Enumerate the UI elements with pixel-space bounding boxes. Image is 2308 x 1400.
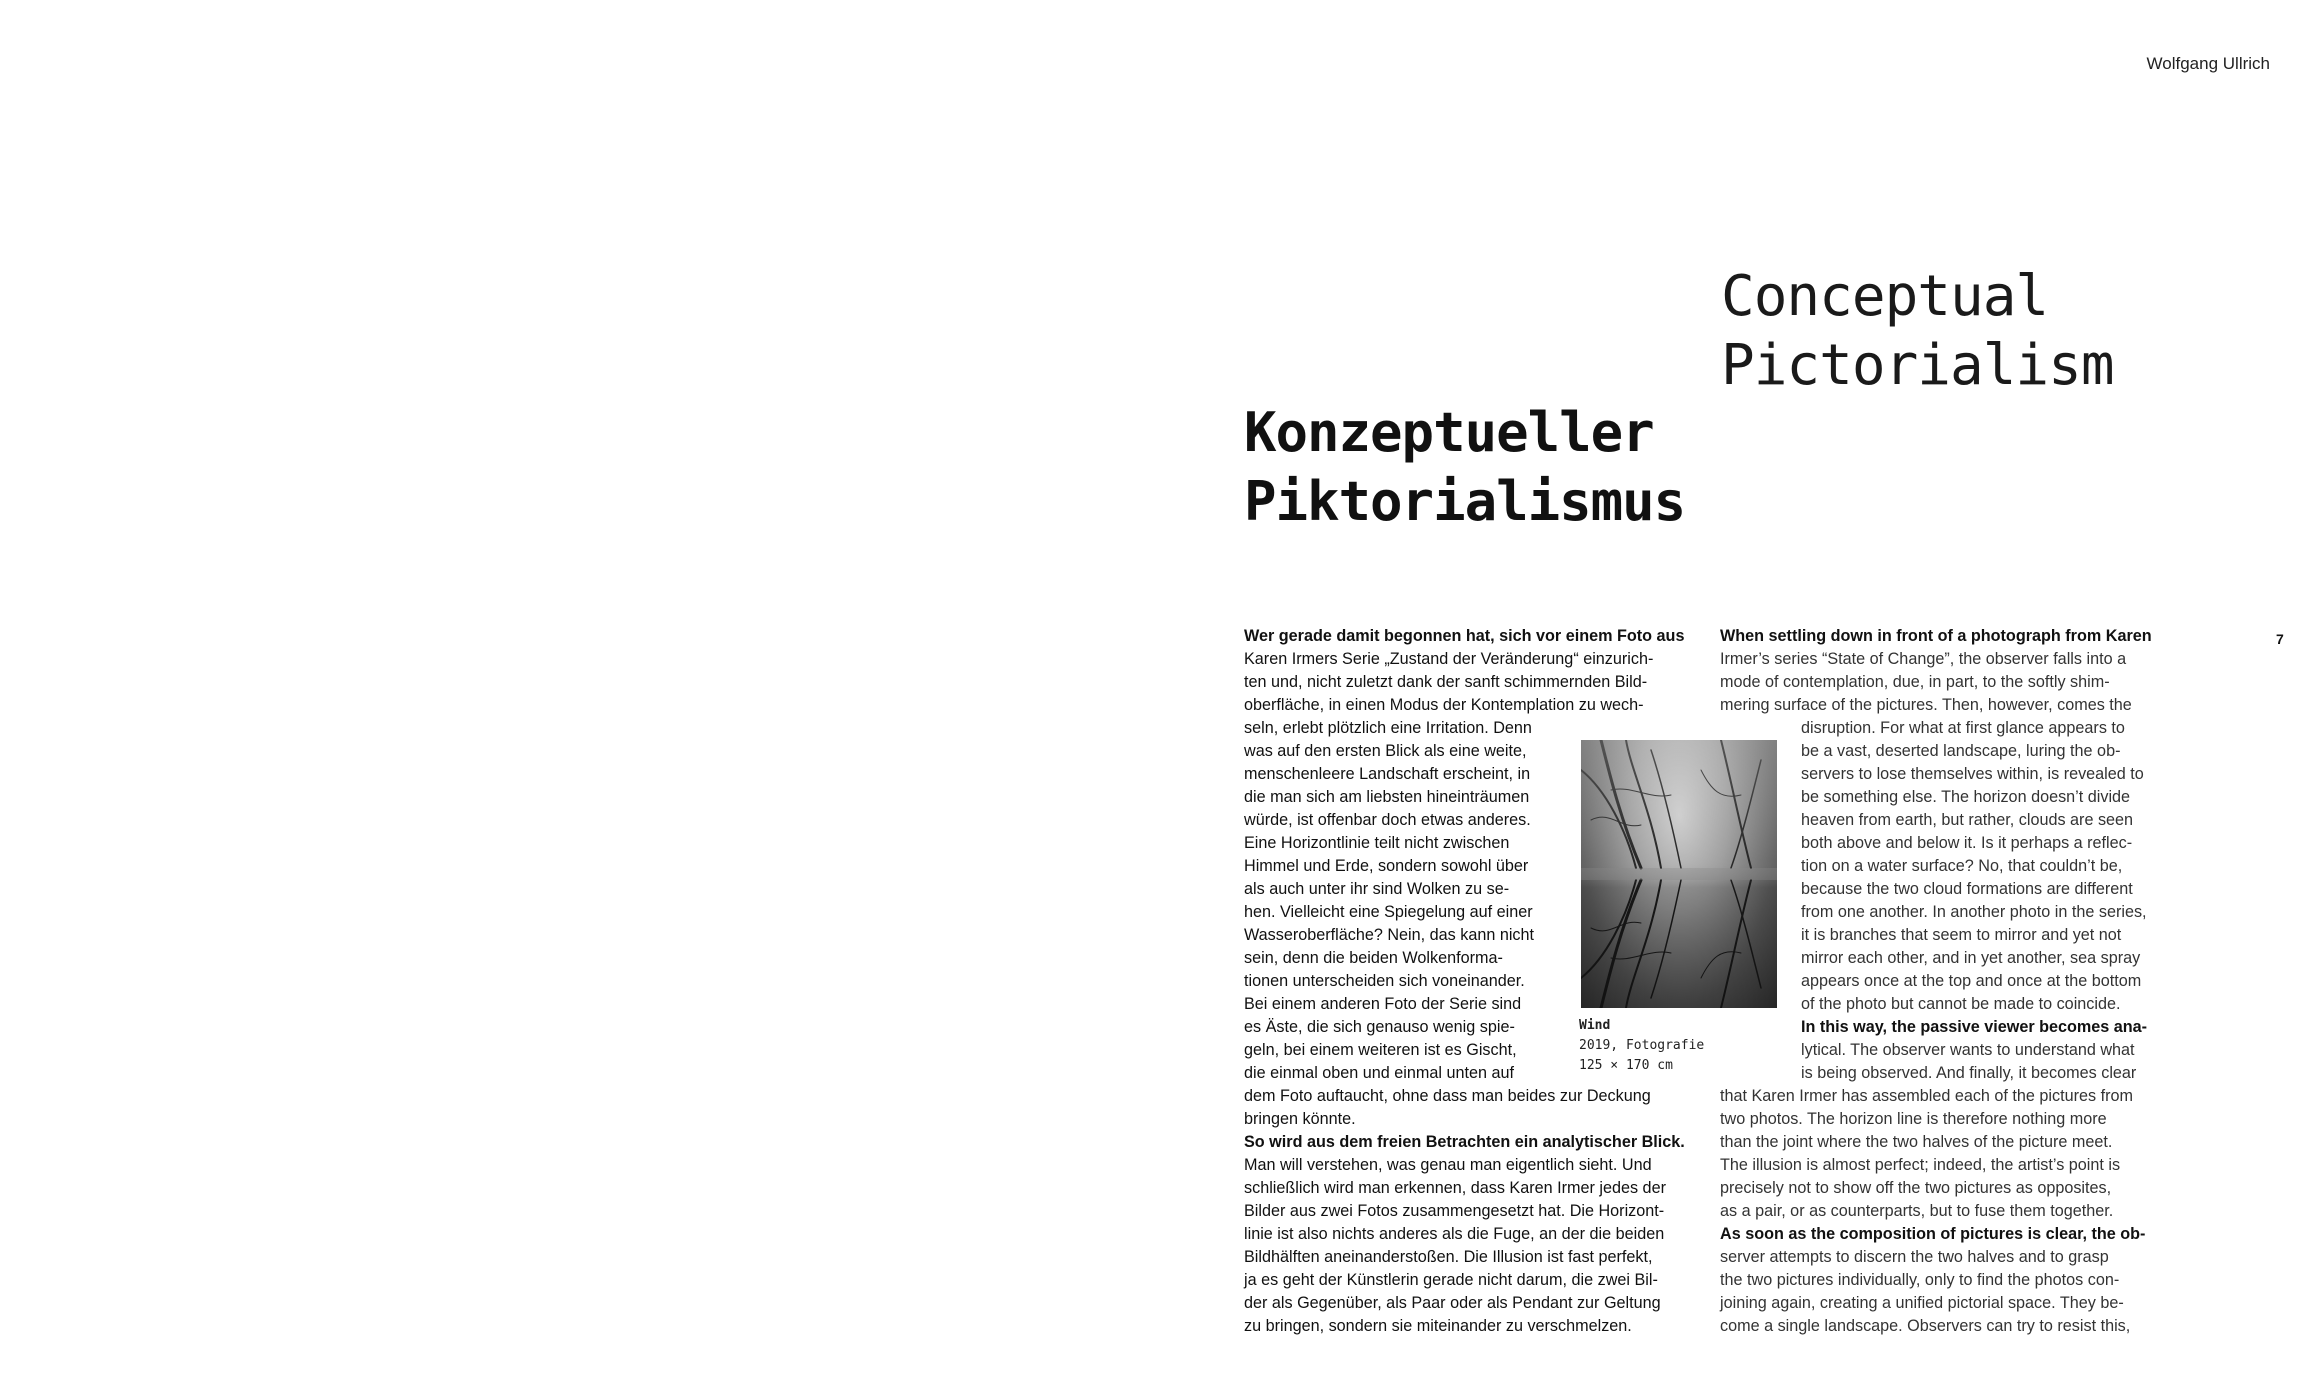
text-line: sein, denn die beiden Wolkenforma- (1244, 949, 1503, 967)
text-line: from one another. In another photo in the series, (1801, 903, 2147, 921)
text-line: heaven from earth, but rather, clouds are seen (1801, 811, 2134, 829)
text-line: the two pictures individually, only to find the photos con- (1720, 1271, 2120, 1289)
text-line: The illusion is almost perfect; indeed, the artist’s point is (1720, 1156, 2121, 1174)
caption-dimensions: 125 × 170 cm (1579, 1058, 1673, 1073)
english-title-line: Pictorialism (1721, 333, 2114, 398)
caption-title: Wind (1579, 1018, 1611, 1033)
german-title (1244, 398, 1685, 536)
text-line: linie ist also nichts anderes als die Fuge, an der die beiden (1244, 1225, 1665, 1243)
text-line: die einmal oben und einmal unten auf (1244, 1064, 1514, 1082)
text-line: Bei einem anderen Foto der Serie sind (1244, 995, 1522, 1013)
page-number: 7 (2276, 631, 2284, 647)
text-line: be something else. The horizon doesn’t divide (1801, 788, 2131, 806)
text-line: dem Foto auftaucht, ohne dass man beides zur Deckung (1244, 1087, 1651, 1105)
text-line: Bilder aus zwei Fotos zusammengesetzt hat. Die Horizont- (1244, 1202, 1665, 1220)
english-title-line: Conceptual (1721, 264, 2049, 329)
text-line: server attempts to discern the two halves and to grasp (1720, 1248, 2109, 1266)
text-line: bringen könnte. (1244, 1110, 1356, 1128)
photo-caption (1579, 1016, 1704, 1076)
text-line: So wird aus dem freien Betrachten ein analytischer Blick. (1244, 1133, 1685, 1151)
text-line: tionen unterscheiden sich voneinander. (1244, 972, 1525, 990)
text-line: as a pair, or as counterparts, but to fuse them together. (1720, 1202, 2114, 1220)
text-line: Eine Horizontlinie teilt nicht zwischen (1244, 834, 1510, 852)
german-title-line: Konzeptueller (1244, 401, 1654, 464)
text-line: hen. Vielleicht eine Spiegelung auf einer (1244, 903, 1533, 921)
text-line: come a single landscape. Observers can try to resist this, (1720, 1317, 2131, 1335)
text-line: oberfläche, in einen Modus der Kontemplation zu wech- (1244, 696, 1644, 714)
text-line: zu bringen, sondern sie miteinander zu verschmelzen. (1244, 1317, 1632, 1335)
text-line: menschenleere Landschaft erscheint, in (1244, 765, 1531, 783)
author-name: Wolfgang Ullrich (2146, 54, 2270, 73)
text-line: servers to lose themselves within, is revealed to (1801, 765, 2144, 783)
text-line: both above and below it. Is it perhaps a reflec- (1801, 834, 2133, 852)
german-title-line: Piktorialismus (1244, 470, 1686, 533)
text-line: When settling down in front of a photograph from Karen (1720, 627, 2152, 645)
text-line: ten und, nicht zuletzt dank der sanft schimmernden Bild- (1244, 673, 1648, 691)
text-line: seln, erlebt plötzlich eine Irritation. Denn (1244, 719, 1532, 737)
text-line: appears once at the top and once at the bottom (1801, 972, 2142, 990)
text-line: be a vast, deserted landscape, luring the ob- (1801, 742, 2121, 760)
text-line: As soon as the composition of pictures is clear, the ob- (1720, 1225, 2146, 1243)
text-line: it is branches that seem to mirror and yet not (1801, 926, 2122, 944)
text-line: geln, bei einem weiteren ist es Gischt, (1244, 1041, 1517, 1059)
caption-year-medium: 2019, Fotografie (1579, 1038, 1705, 1053)
text-line: Wasseroberfläche? Nein, das kann nicht (1244, 926, 1535, 944)
text-line: mirror each other, and in yet another, sea spray (1801, 949, 2141, 967)
text-line: schließlich wird man erkennen, dass Karen Irmer jedes der (1244, 1179, 1666, 1197)
text-line: Bildhälften aneinanderstoßen. Die Illusion ist fast perfekt, (1244, 1248, 1653, 1266)
tree-reflection-image (1581, 740, 1777, 1008)
text-line: In this way, the passive viewer becomes ana- (1801, 1018, 2148, 1036)
text-line: Wer gerade damit begonnen hat, sich vor einem Foto aus (1244, 627, 1685, 645)
english-text-column (1720, 625, 2176, 1338)
text-line: than the joint where the two halves of the picture meet. (1720, 1133, 2113, 1151)
text-line: als auch unter ihr sind Wolken zu se- (1244, 880, 1510, 898)
text-line: ja es geht der Künstlerin gerade nicht darum, die zwei Bil- (1244, 1271, 1658, 1289)
text-line: mode of contemplation, due, in part, to the softly shim- (1720, 673, 2110, 691)
text-line: mering surface of the pictures. Then, however, comes the (1720, 696, 2132, 714)
text-line: der als Gegenüber, als Paar oder als Pendant zur Geltung (1244, 1294, 1661, 1312)
text-line: two photos. The horizon line is therefore nothing more (1720, 1110, 2107, 1128)
text-line: was auf den ersten Blick als eine weite, (1244, 742, 1527, 760)
text-line: lytical. The observer wants to understand what (1801, 1041, 2135, 1059)
text-line: that Karen Irmer has assembled each of the pictures from (1720, 1087, 2133, 1105)
text-line: joining again, creating a unified pictorial space. They be- (1720, 1294, 2124, 1312)
text-line: disruption. For what at first glance appears to (1801, 719, 2125, 737)
text-line: würde, ist offenbar doch etwas anderes. (1244, 811, 1531, 829)
text-line: die man sich am liebsten hineinträumen (1244, 788, 1530, 806)
text-line: is being observed. And finally, it becomes clear (1801, 1064, 2137, 1082)
text-line: Irmer’s series “State of Change”, the observer falls into a (1720, 650, 2127, 668)
english-title (1721, 262, 2114, 400)
text-line: tion on a water surface? No, that couldn’t be, (1801, 857, 2123, 875)
text-line: es Äste, die sich genauso wenig spie- (1244, 1018, 1515, 1036)
text-line: Karen Irmers Serie „Zustand der Veränderung“ einzurich- (1244, 650, 1654, 668)
text-line: precisely not to show off the two pictures as opposites, (1720, 1179, 2112, 1197)
text-line: of the photo but cannot be made to coincide. (1801, 995, 2121, 1013)
wind-photograph (1581, 740, 1777, 1008)
text-line: Man will verstehen, was genau man eigentlich sieht. Und (1244, 1156, 1652, 1174)
text-line: because the two cloud formations are different (1801, 880, 2133, 898)
text-line: Himmel und Erde, sondern sowohl über (1244, 857, 1529, 875)
